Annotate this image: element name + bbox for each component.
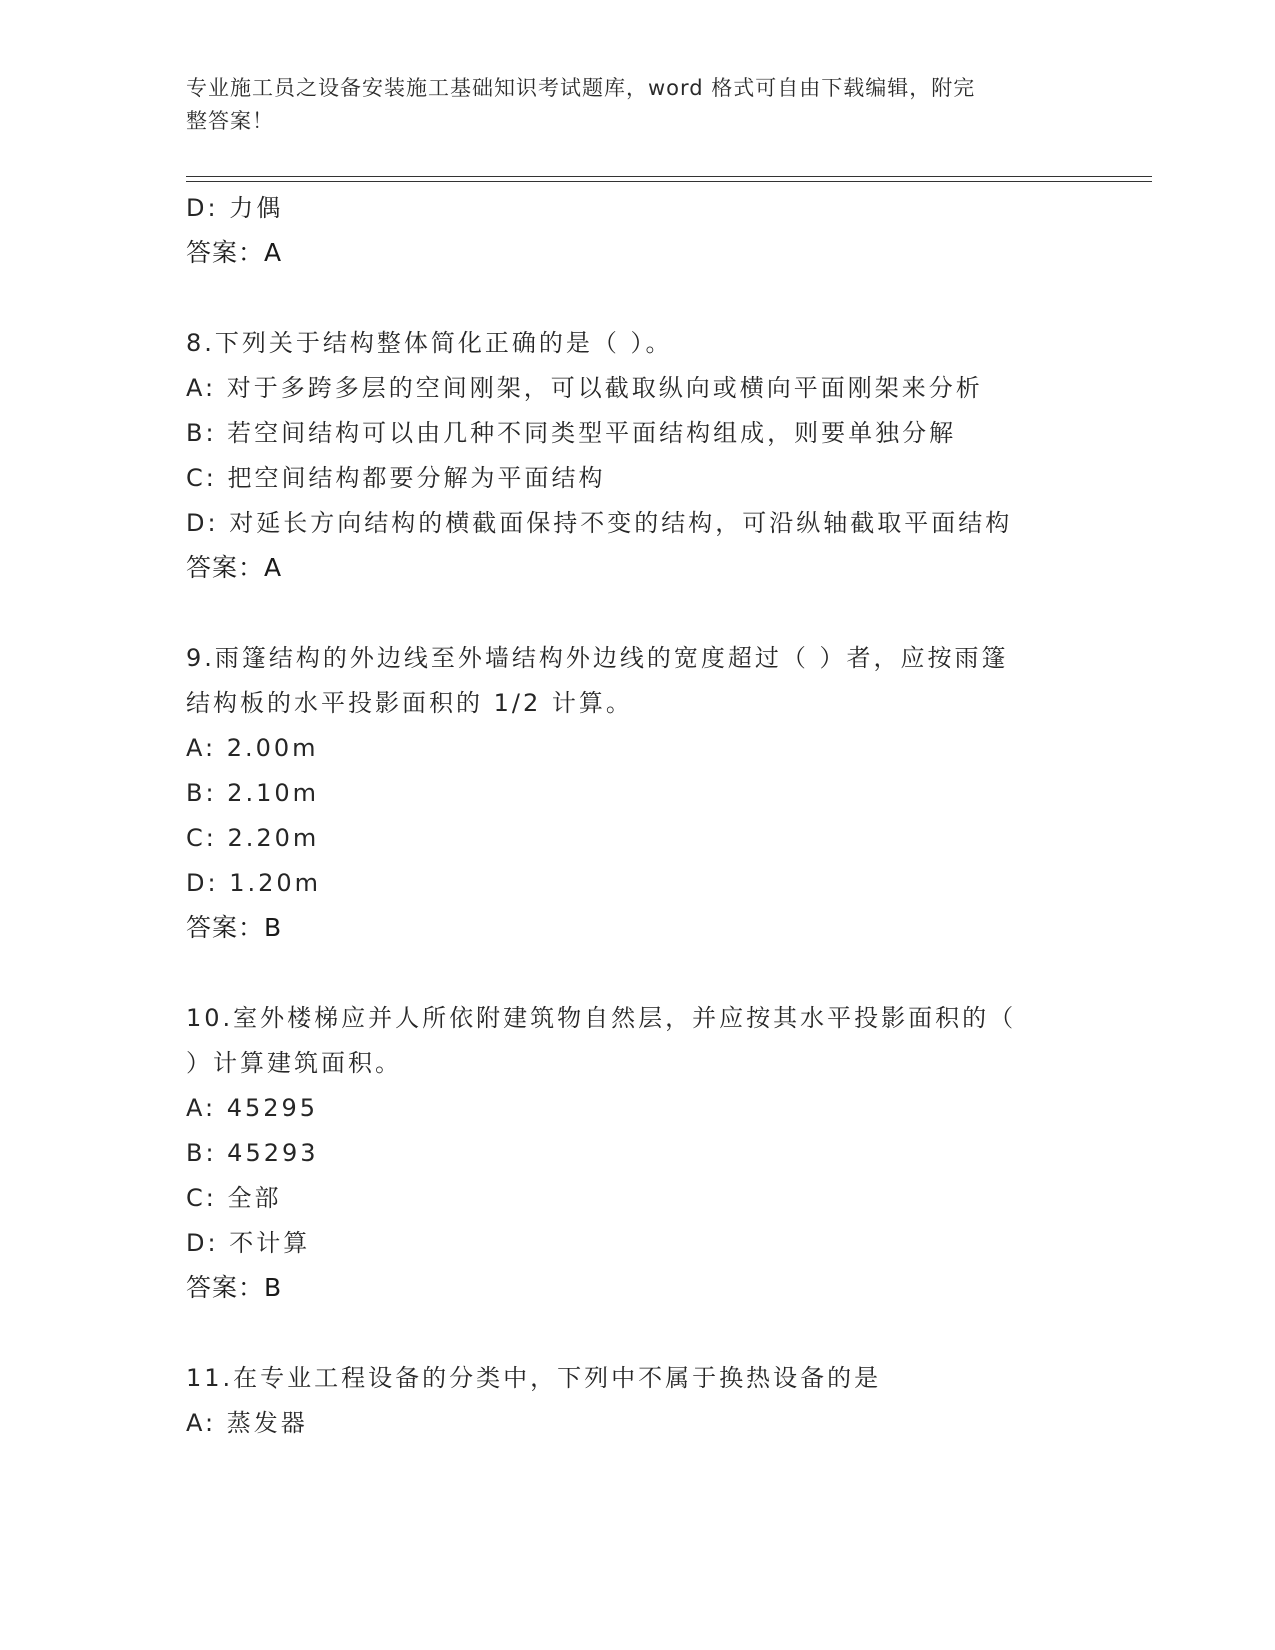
q9-option-a: A: 2.00m xyxy=(186,734,319,762)
q11-stem: 11.在专业工程设备的分类中，下列中不属于换热设备的是 xyxy=(186,1364,882,1392)
q10-option-a: A: 45295 xyxy=(186,1094,319,1122)
q9-option-b: B: 2.10m xyxy=(186,779,319,807)
q9-option-d: D: 1.20m xyxy=(186,869,322,897)
q8-option-a: A: 对于多跨多层的空间刚架，可以截取纵向或横向平面刚架来分析 xyxy=(186,374,983,402)
prev-answer: 答案：A xyxy=(186,238,283,267)
q9-option-c: C: 2.20m xyxy=(186,824,320,852)
q8-stem: 8.下列关于结构整体简化正确的是（ ）。 xyxy=(186,329,673,357)
header-title-line-2: 整答案！ xyxy=(186,109,274,133)
prev-option-d: D: 力偶 xyxy=(186,194,284,222)
q9-stem-line-2: 结构板的水平投影面积的 1/2 计算。 xyxy=(186,689,633,717)
q9-answer: 答案：B xyxy=(186,913,283,942)
header-divider-bottom xyxy=(186,181,1152,182)
q8-option-b: B: 若空间结构可以由几种不同类型平面结构组成，则要单独分解 xyxy=(186,419,957,447)
header-title-line-1: 专业施工员之设备安装施工基础知识考试题库，word 格式可自由下载编辑，附完 xyxy=(186,76,976,100)
q8-option-c: C: 把空间结构都要分解为平面结构 xyxy=(186,464,606,492)
q10-option-b: B: 45293 xyxy=(186,1139,319,1167)
page-header xyxy=(186,72,1066,138)
header-divider-top xyxy=(186,176,1152,177)
q10-option-d: D: 不计算 xyxy=(186,1229,311,1257)
q10-stem-line-2: ）计算建筑面积。 xyxy=(186,1049,402,1077)
q8-answer: 答案：A xyxy=(186,553,283,582)
q11-option-a: A: 蒸发器 xyxy=(186,1409,308,1437)
q8-option-d: D: 对延长方向结构的横截面保持不变的结构，可沿纵轴截取平面结构 xyxy=(186,509,1013,537)
q10-option-c: C: 全部 xyxy=(186,1184,282,1212)
q10-answer: 答案：B xyxy=(186,1273,283,1302)
q9-stem-line-1: 9.雨篷结构的外边线至外墙结构外边线的宽度超过（ ）者，应按雨篷 xyxy=(186,644,1009,672)
q10-stem-line-1: 10.室外楼梯应并人所依附建筑物自然层，并应按其水平投影面积的（ xyxy=(186,1004,1017,1032)
